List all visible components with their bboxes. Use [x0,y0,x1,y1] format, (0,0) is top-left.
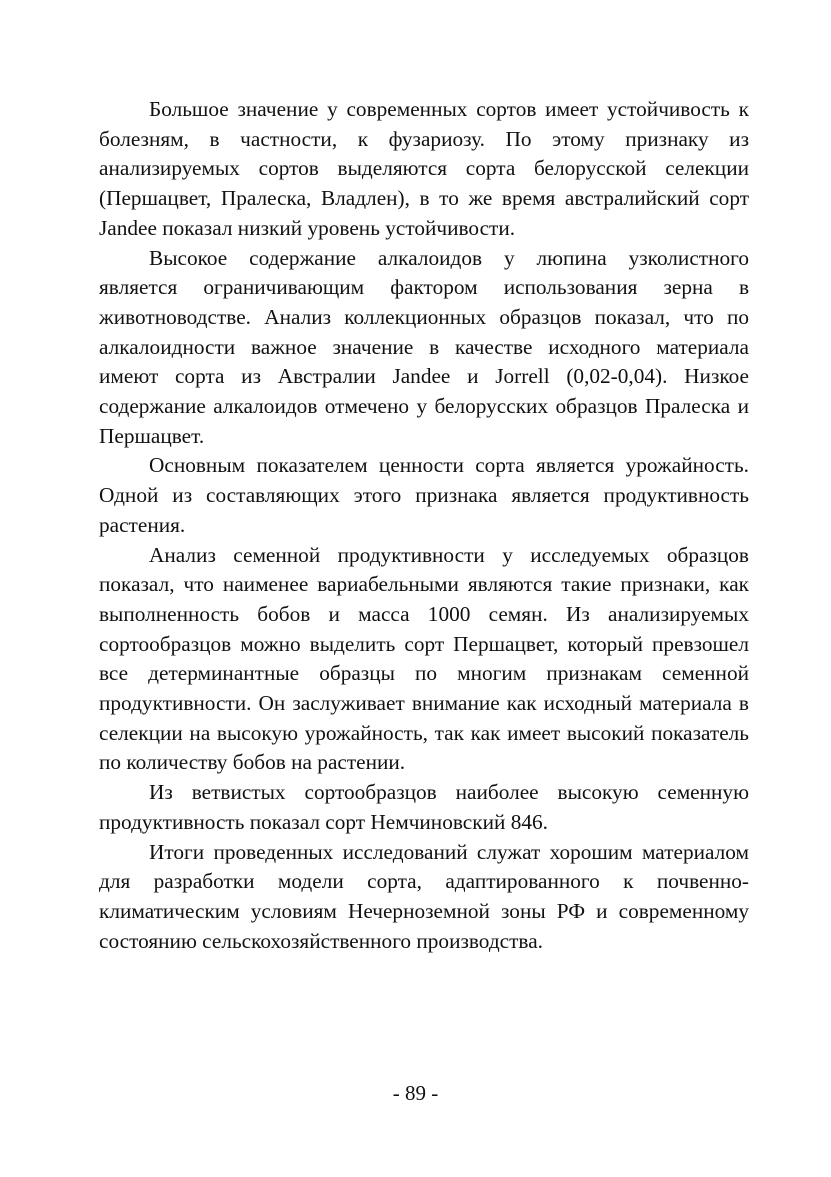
paragraph-seed-productivity: Анализ семенной продуктивности у исследуемых образцов показал, что наименее вариабельными являются такие признаки, как выполненность бобов и масса 1000 семян. Из анализируемых сортообразцов можно выделить сорт Першацвет, который превзошел все детерминантные образцы по многим признакам семенной продуктивности. Он заслуживает внимание как исходный материала в селекции на высокую урожайность, так как имеет высокий показатель по количеству бобов на растении. [99,542,749,775]
paragraph-disease-resistance: Большое значение у современных сортов имеет устойчивость к болезням, в частности, к фузариозу. По этому признаку из анализируемых сортов выделяются сорта белорусской селекции (Першацвет, Пралеска, Владлен), в то же время австралийский сорт Jandee показал низкий уровень устойчивости. [99,97,749,240]
paragraph-yield: Основным показателем ценности сорта является урожайность. Одной из составляющих этого признака является продуктивность растения. [99,453,749,537]
body-text [99,95,749,956]
paragraph-alkaloids: Высокое содержание алкалоидов у люпина узколистного является ограничивающим фактором использования зерна в животноводстве. Анализ коллекционных образцов показал, что по алкалоидности важное значение в качестве исходного материала имеют сорта из Австралии Jandee и Jorrell (0,02-0,04). Низкое содержание алкалоидов отмечено у белорусских образцов Пралеска и Першацвет. [99,245,749,448]
page-number: - 89 - [392,1081,439,1105]
paragraph-conclusion: Итоги проведенных исследований служат хорошим материалом для разработки модели сорта, адаптированного к почвенно-климатическим условиям Нечерноземной зоны РФ и современному состоянию сельскохозяйственного производства. [99,839,749,953]
paragraph-branched-varieties: Из ветвистых сортообразцов наиболее высокую семенную продуктивность показал сорт Немчиновский 846. [99,780,749,834]
